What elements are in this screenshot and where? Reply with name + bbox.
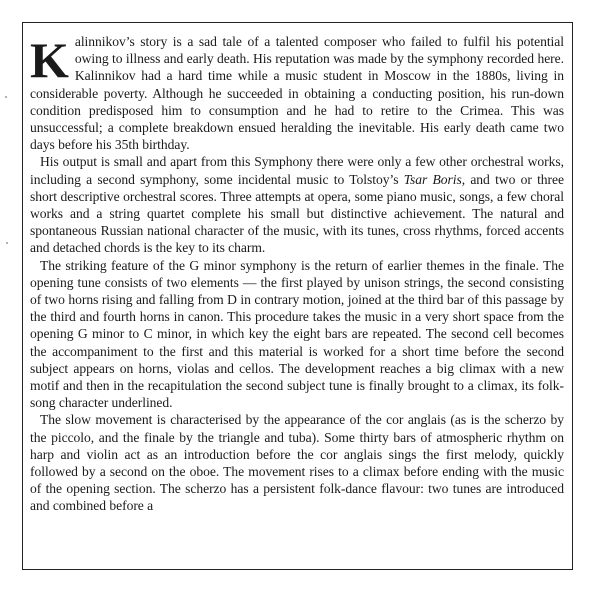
paragraph-2-text-a: His output is small and apart from this Symphony there were only a few other orchestral works, including a second symphony, some incidental music to Tolstoy’s (30, 154, 564, 187)
scan-speck (6, 242, 8, 244)
article-body (30, 33, 564, 515)
paragraph-3: The striking feature of the G minor symphony is the return of earlier themes in the finale. The opening tune consists of two elements — the first played by unison strings, the second consisting of two horns rising and falling from D in contrary motion, joined at the third bar of this passage by the third and fourth horns in canon. This procedure takes the music in a very short space from the opening G minor to C minor, in which key the eight bars are repeated. The second cell becomes the accompaniment to the first and this material is worked for a short time before the second subject appears on horns, violas and cellos. The development reaches a big climax with a new motif and then in the recapitulation the second subject tune is finally brought to a climax, its folk-song character underlined. (30, 257, 564, 411)
work-title: Tsar Boris (403, 171, 462, 187)
drop-cap: K (30, 32, 69, 88)
paragraph-4: The slow movement is characterised by the appearance of the cor anglais (as is the scherzo by the piccolo, and the finale by the triangle and tuba). Some thirty bars of atmospheric rhythm on harp and violin act as an introduction before the cor anglais sings the first melody, quickly followed by a second on the oboe. The movement rises to a climax before ending with the music of the opening section. The scherzo has a persistent folk-dance flavour: two tunes are introduced and combined before a (30, 412, 564, 514)
paragraph-1-text: alinnikov’s story is a sad tale of a talented composer who failed to fulfil his potential owing to illness and early death. His reputation was made by the symphony recorded here. Kalinnikov had a hard time while a music student in Moscow in the 1880s, living in considerable poverty. Although he succeeded in obtaining a conducting position, his run-down condition predisposed him to consumption and he had to retire to the Crimea. This was unsuccessful; a complete breakdown ensued heralding the inevitable. His early death came two days before his 35th birthday. (30, 34, 564, 153)
scan-speck (5, 96, 7, 98)
paragraph-2-text-b: , and two or three short descriptive orchestral scores. Three attempts at opera, some piano music, songs, a few choral works and a string quartet complete his small but distinctive achievement. The natural and spontaneous Russian national character of the music, with its tunes, cross rhythms, forced accents and detached chords is the key to its charm. (30, 171, 564, 256)
paragraph-2 (30, 153, 564, 256)
paragraph-1 (30, 33, 564, 153)
